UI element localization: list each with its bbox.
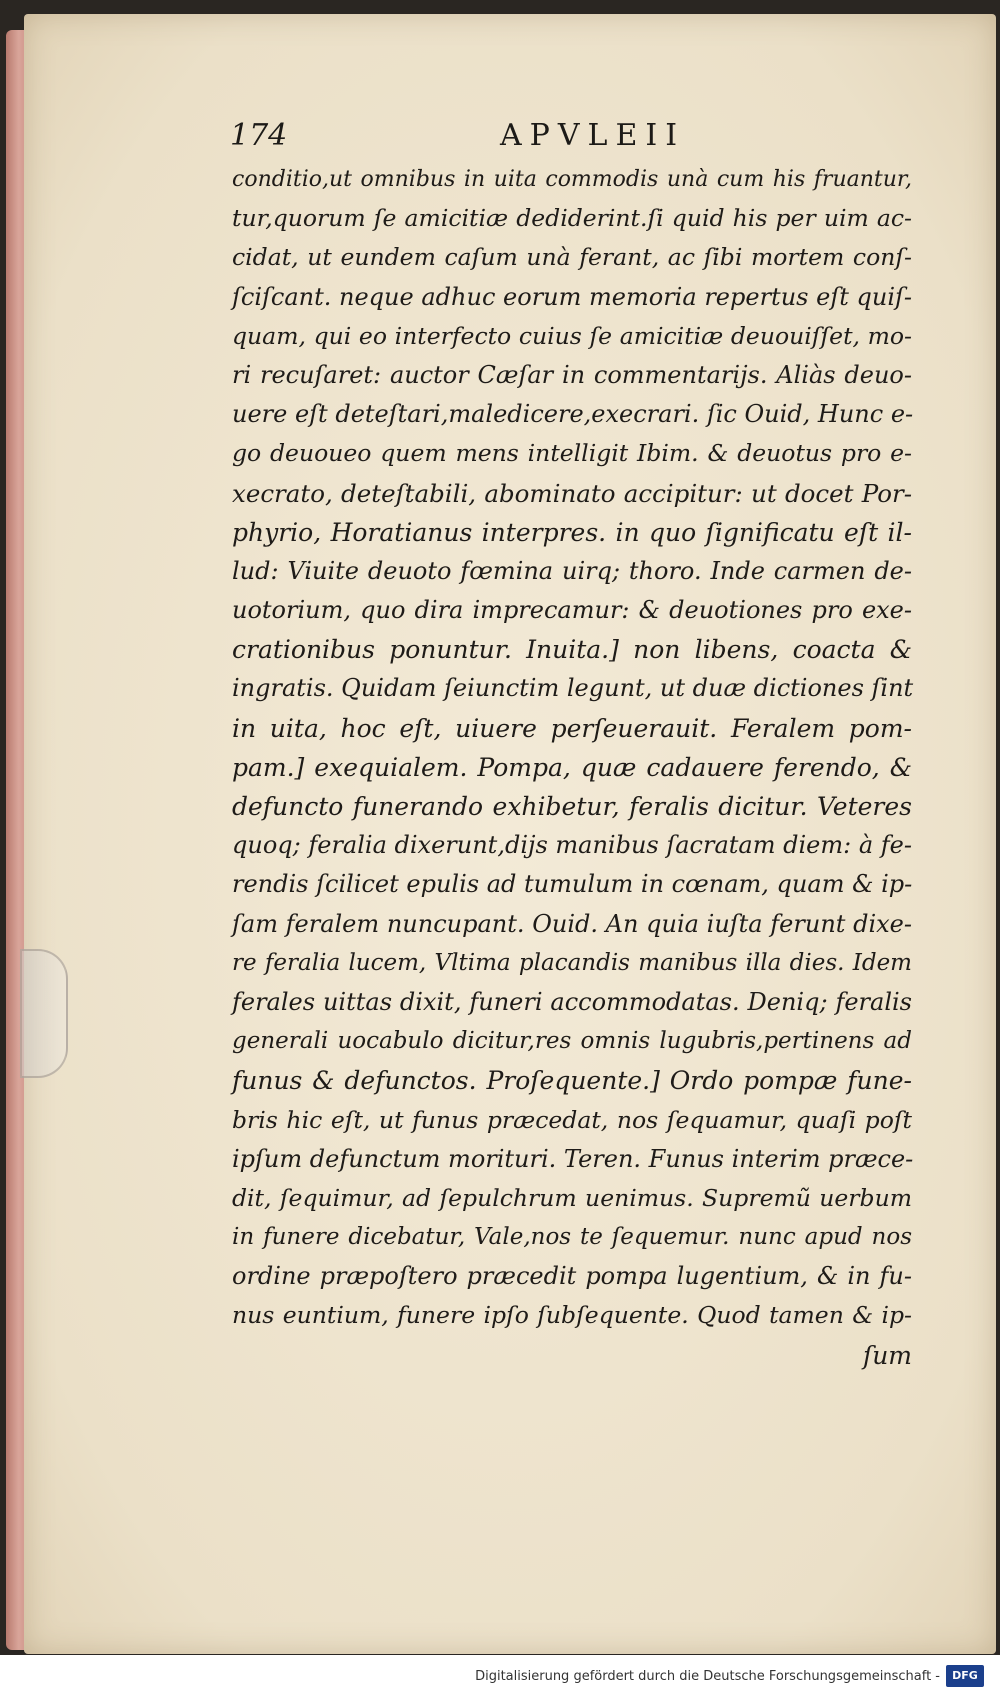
body-text [232, 160, 912, 1375]
text-line: lud: Viuite deuoto fœmina uirq; thoro. Inde carmen de- [232, 556, 912, 585]
text-line: generali uocabulo dicitur,res omnis lugubris,pertinens ad [232, 1028, 912, 1055]
page-number: 174 [230, 118, 288, 153]
text-line: ferales uittas dixit, funeri accommodatas. Deniq; feralis [232, 987, 912, 1016]
dfg-logo: DFG [946, 1665, 984, 1687]
text-line: in uita, hoc eſt, uiuere perſeuerauit. Feralem pom- [232, 713, 912, 743]
text-line: rendis ſcilicet epulis ad tumulum in cœnam, quam & ip- [232, 870, 913, 899]
running-title: APVLEII [500, 118, 686, 153]
text-line: cidat, ut eundem caſum unà ferant, ac ſibi mortem conſ- [232, 243, 912, 272]
text-line: ſum [862, 1340, 912, 1370]
text-line: quoq; feralia dixerunt,dijs manibus ſacratam diem: à fe- [232, 831, 912, 860]
text-line: ſciſcant. neque adhuc eorum memoria repertus eſt quiſ- [232, 282, 912, 311]
text-line: defuncto funerando exhibetur, feralis dicitur. Veteres [232, 792, 912, 821]
text-line: re feralia lucem, Vltima placandis manibus illa dies. Idem [232, 949, 912, 976]
text-line: ordine præpoſtero præcedit pompa lugentium, & in fu- [232, 1262, 912, 1291]
text-line: go deuoueo quem mens intelligit Ibim. & deuotus pro e- [232, 439, 912, 468]
text-line: tur,quorum ſe amicitiæ dediderint.ſi quid his per uim ac- [232, 204, 912, 233]
text-line: ri recuſaret: auctor Cæſar in commentarijs. Aliàs deuo- [232, 360, 912, 389]
text-line: conditio,ut omnibus in uita commodis unà cum his fruantur, [232, 167, 912, 192]
funding-credit: Digitalisierung gefördert durch die Deutsche Forschungsgemeinschaft - [475, 1669, 940, 1684]
text-line: ipſum defunctum morituri. Teren. Funus interim præce- [232, 1144, 914, 1173]
text-line: pam.] exequialem. Pompa, quæ cadauere ferendo, & [232, 752, 912, 782]
text-line: in funere dicebatur, Vale,nos te ſequemur. nunc apud nos [232, 1224, 912, 1251]
text-line: funus & defunctos. Proſequente.] Ordo pompæ fune- [232, 1066, 912, 1096]
digitization-footer [0, 1655, 1000, 1704]
page-clip [20, 949, 68, 1078]
text-line: nus euntium, funere ipſo ſubſequente. Quod tamen & ip- [232, 1301, 912, 1330]
text-line: ingratis. Quidam ſeiunctim legunt, ut duæ dictiones ſint [232, 674, 914, 703]
text-line: xecrato, deteſtabili, abominato accipitur: ut docet Por- [232, 478, 912, 508]
running-head [230, 118, 790, 158]
text-line: quam, qui eo interfecto cuius ſe amicitiæ deuouiſſet, mo- [232, 321, 912, 350]
text-line: uere eſt deteſtari,maledicere,execrari. ſic Ouid, Hunc e- [232, 400, 914, 429]
text-line: bris hic eſt, ut funus præcedat, nos ſequamur, quaſi poſt [232, 1105, 912, 1134]
text-line: dit, ſequimur, ad ſepulchrum uenimus. Supremũ uerbum [232, 1183, 912, 1212]
text-line: ſam feralem nuncupant. Ouid. An quia iuſta ferunt dixe- [232, 909, 912, 938]
text-line: crationibus ponuntur. Inuita.] non libens, coacta & [232, 635, 912, 665]
text-line: phyrio, Horatianus interpres. in quo ſignificatu eſt il- [232, 517, 912, 547]
text-line: uotorium, quo dira imprecamur: & deuotiones pro exe- [232, 596, 912, 625]
